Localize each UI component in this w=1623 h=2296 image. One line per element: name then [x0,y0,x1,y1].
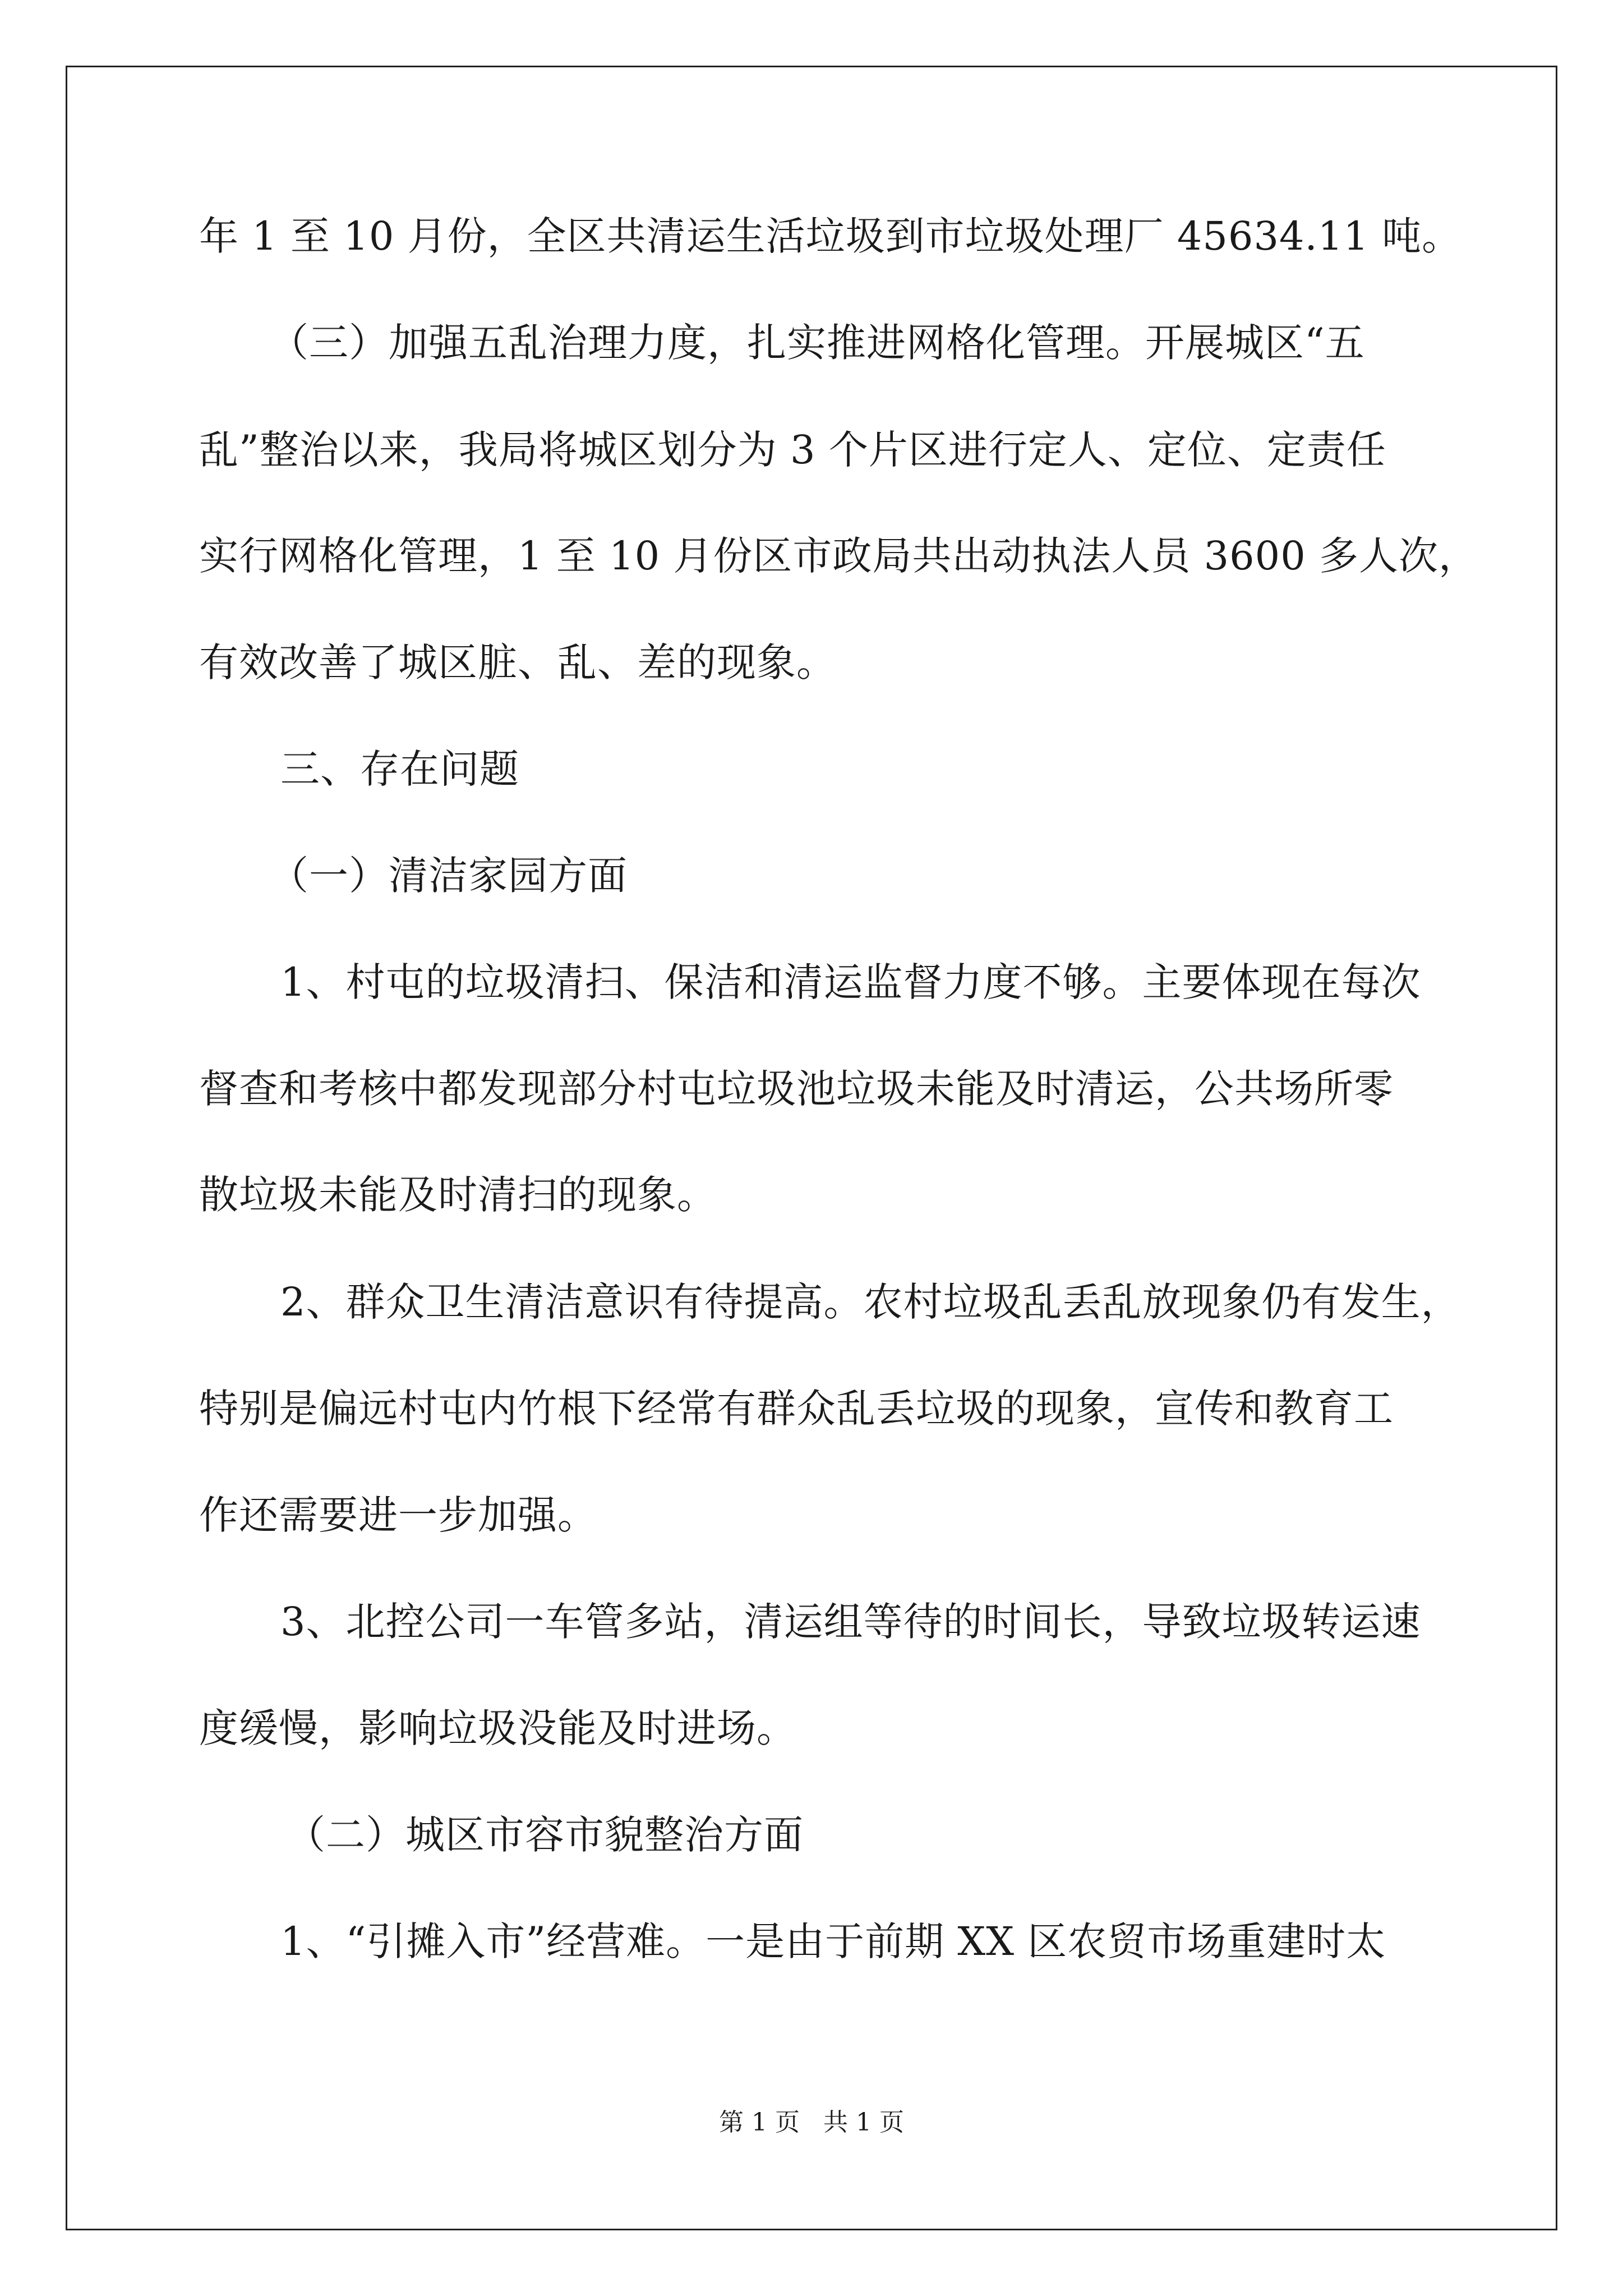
section-heading: （三）加强五乱治理力度，扎实推进网格化管理。开展城区“五 [269,320,1365,366]
chapter-heading: 三、存在问题 [280,746,519,792]
subsection-heading: （二）城区市容市貌整治方面 [286,1812,804,1858]
page-footer: 第 1 页 共 1 页 [719,2108,904,2137]
text-line: 散垃圾未能及时清扫的现象。 [199,1172,717,1218]
text-line: 1、“引摊入市”经营难。一是由于前期 XX 区农贸市场重建时太 [280,1918,1386,1964]
text-line: 督查和考核中都发现部分村屯垃圾池垃圾未能及时清运，公共场所零 [199,1066,1394,1112]
page-border [66,66,1557,2230]
text-line: 作还需要进一步加强。 [199,1492,597,1538]
text-line: 1、村屯的垃圾清扫、保洁和清运监督力度不够。主要体现在每次 [280,959,1421,1005]
text-line: 实行网格化管理，1 至 10 月份区市政局共出动执法人员 3600 多人次， [199,533,1479,579]
text-line: 年 1 至 10 月份，全区共清运生活垃圾到市垃圾处理厂 45634.11 吨。 [199,213,1462,259]
text-line: 度缓慢，影响垃圾没能及时进场。 [199,1705,796,1751]
text-line: 特别是偏远村屯内竹根下经常有群众乱丢垃圾的现象，宣传和教育工 [199,1386,1394,1432]
text-line: 3、北控公司一车管多站，清运组等待的时间长，导致垃圾转运速 [280,1599,1421,1645]
text-line: 有效改善了城区脏、乱、差的现象。 [199,639,836,685]
text-line: 2、群众卫生清洁意识有待提高。农村垃圾乱丢乱放现象仍有发生， [280,1279,1461,1325]
text-line: 乱”整治以来，我局将城区划分为 3 个片区进行定人、定位、定责任 [199,427,1386,473]
subsection-heading: （一）清洁家园方面 [269,853,628,899]
